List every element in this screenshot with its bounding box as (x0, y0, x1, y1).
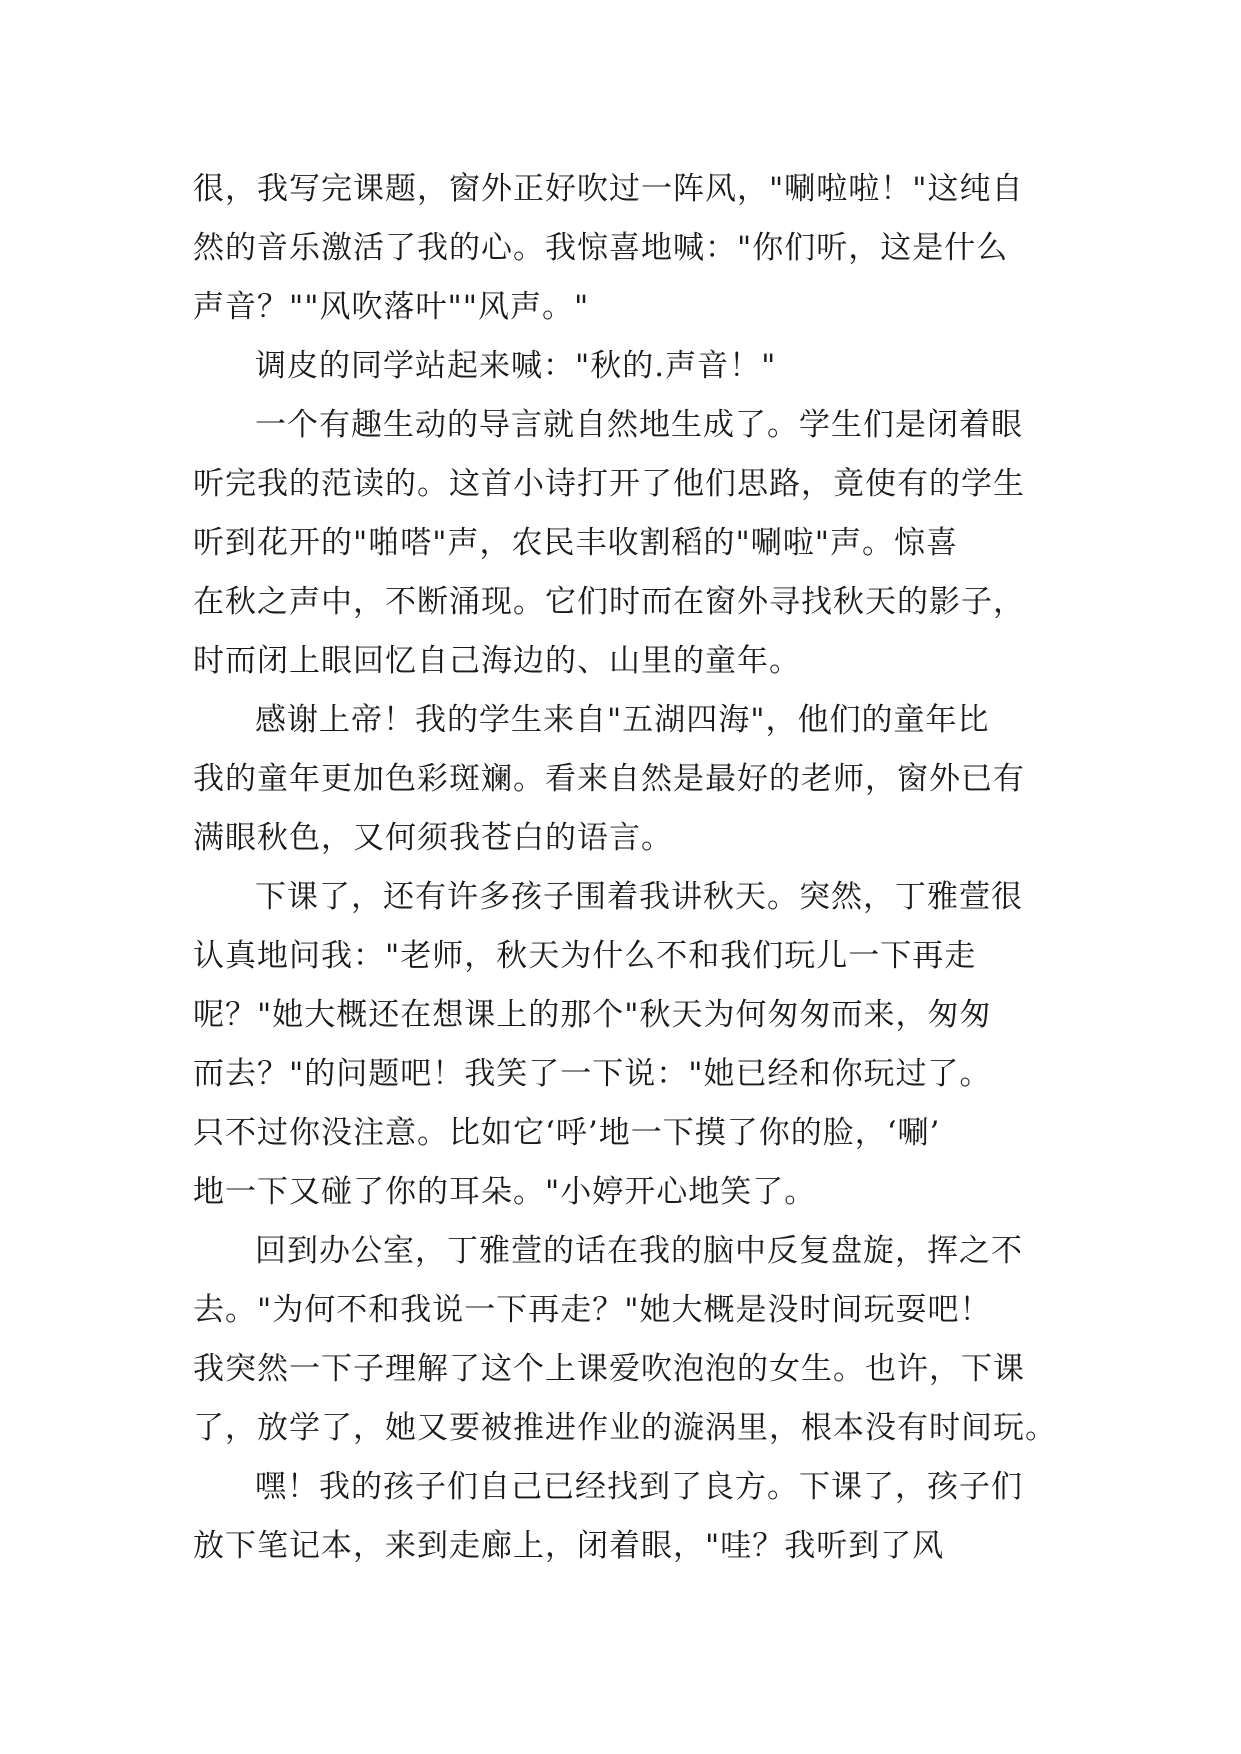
text-line: 只不过你没注意。比如它‘呼’地一下摸了你的脸，‘唰’ (193, 1115, 941, 1151)
text-line: 满眼秋色，又何须我苍白的语言。 (193, 820, 673, 856)
text-line: 感谢上帝！我的学生来自"五湖四海"，他们的童年比 (255, 702, 990, 738)
body-text (193, 160, 1057, 1576)
text-line: 时而闭上眼回忆自己海边的、山里的童年。 (193, 643, 801, 679)
text-line: 然的音乐激活了我的心。我惊喜地喊："你们听，这是什么 (193, 230, 1009, 266)
text-line: 听到花开的"啪嗒"声，农民丰收割稻的"唰啦"声。惊喜 (193, 525, 959, 561)
text-line: 回到办公室，丁雅萱的话在我的脑中反复盘旋，挥之不 (255, 1233, 1023, 1269)
text-line: 去。"为何不和我说一下再走？"她大概是没时间玩耍吧！ (193, 1292, 992, 1328)
text-line: 很，我写完课题，窗外正好吹过一阵风，"唰啦啦！"这纯自 (193, 171, 1024, 207)
text-line: 我的童年更加色彩斑斓。看来自然是最好的老师，窗外已有 (193, 761, 1025, 797)
text-line: 在秋之声中，不断涌现。它们时而在窗外寻找秋天的影子， (193, 584, 1025, 620)
text-line: 了，放学了，她又要被推进作业的漩涡里，根本没有时间玩。 (193, 1410, 1057, 1446)
text-line: 调皮的同学站起来喊："秋的.声音！" (255, 348, 777, 384)
text-line: 嘿！我的孩子们自己已经找到了良方。下课了，孩子们 (255, 1469, 1023, 1505)
text-line: 放下笔记本，来到走廊上，闭着眼，"哇？我听到了风 (193, 1528, 945, 1564)
text-line: 而去？"的问题吧！我笑了一下说："她已经和你玩过了。 (193, 1056, 992, 1092)
text-line: 一个有趣生动的导言就自然地生成了。学生们是闭着眼 (255, 407, 1023, 443)
text-line: 地一下又碰了你的耳朵。"小婷开心地笑了。 (193, 1174, 817, 1210)
text-line: 听完我的范读的。这首小诗打开了他们思路，竟使有的学生 (193, 466, 1025, 502)
text-line: 呢？"她大概还在想课上的那个"秋天为何匆匆而来，匆匆 (193, 997, 992, 1033)
text-line: 声音？""风吹落叶""风声。" (193, 289, 590, 325)
text-line: 我突然一下子理解了这个上课爱吹泡泡的女生。也许，下课 (193, 1351, 1025, 1387)
text-line: 下课了，还有许多孩子围着我讲秋天。突然，丁雅萱很 (255, 879, 1023, 915)
text-line: 认真地问我："老师，秋天为什么不和我们玩儿一下再走 (193, 938, 977, 974)
